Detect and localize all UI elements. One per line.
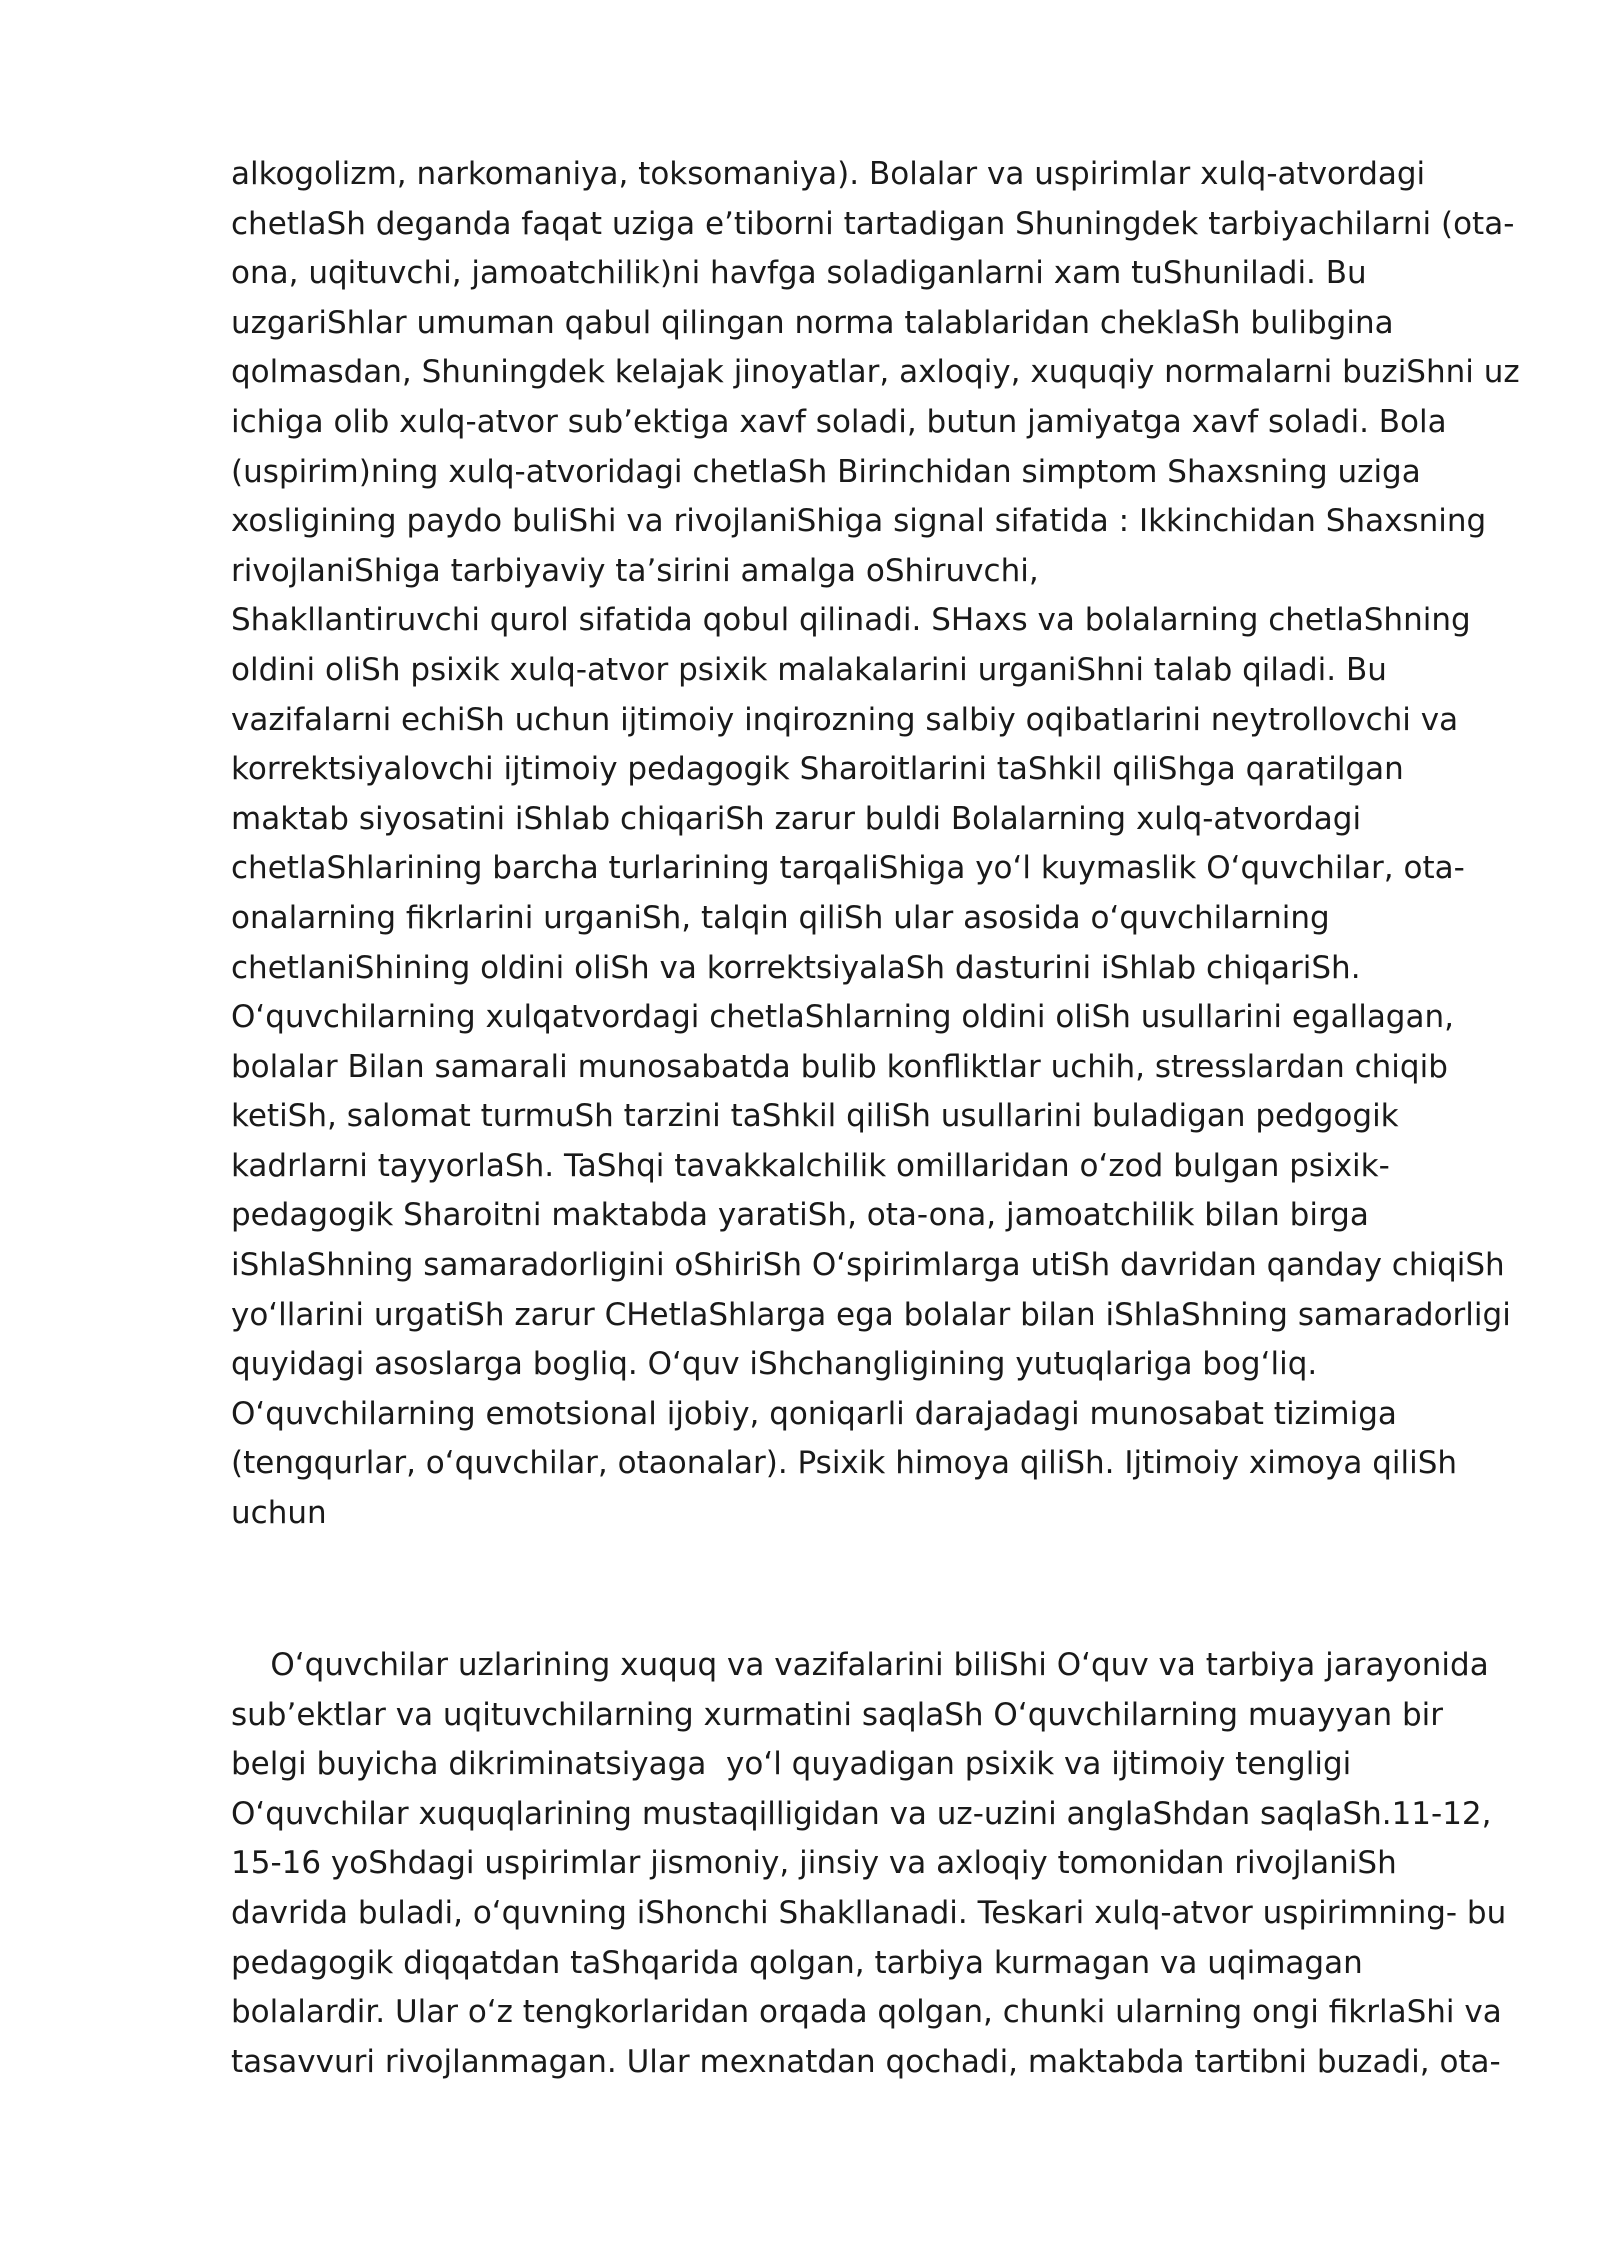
text-line: ketiSh, salomat turmuSh tarzini taShkil qiliSh usullarini buladigan pedgogik	[231, 1098, 1399, 1135]
text-line: ichiga olib xulq-atvor sub’ektiga xavf soladi, butun jamiyatga xavf soladi. Bola	[231, 403, 1447, 440]
text-line: davrida buladi, oʻquvning iShonchi Shakllanadi. Teskari xulq-atvor uspirimning- bu	[231, 1894, 1507, 1931]
text-line: Oʻquvchilar uzlarining xuquq va vazifalarini biliShi Oʻquv va tarbiya jarayonida	[231, 1647, 1489, 1683]
text-line: tasavvuri rivojlanmagan. Ular mexnatdan qochadi, maktabda tartibni buzadi, ota-	[231, 2043, 1501, 2080]
text-line: (tengqurlar, oʻquvchilar, otaonalar). Psixik himoya qiliSh. Ijtimoiy ximoya qiliSh	[231, 1445, 1458, 1482]
text-line: alkogolizm, narkomaniya, toksomaniya). Bolalar va uspirimlar xulq-atvordagi	[231, 156, 1426, 192]
text-line: Shakllantiruvchi qurol sifatida qobul qilinadi. SHaxs va bolalarning chetlaShning	[231, 602, 1471, 639]
text-line: chetlaShlarining barcha turlarining tarqaliShiga yoʻl kuymaslik Oʻquvchilar, ota-	[231, 850, 1465, 887]
text-line: vazifalarni echiSh uchun ijtimoiy inqirozning salbiy oqibatlarini neytrollovchi va	[231, 701, 1459, 738]
text-line: uchun	[231, 1495, 327, 1532]
text-line: chetlaniShining oldini oliSh va korrektsiyalaSh dasturini iShlab chiqariSh.	[231, 949, 1361, 986]
text-line: Oʻquvchilarning emotsional ijobiy, qoniqarli darajadagi munosabat tizimiga	[231, 1395, 1397, 1432]
text-line: quyidagi asoslarga bogliq. Oʻquv iShchangligining yutuqlariga bogʻliq.	[231, 1346, 1318, 1383]
text-line: bolalardir. Ular oʻz tengkorlaridan orqada qolgan, chunki ularning ongi fikrlaShi va	[231, 1994, 1502, 2031]
text-line: Oʻquvchilar xuquqlarining mustaqilligidan va uz-uzini anglaShdan saqlaSh.11-12,	[231, 1795, 1492, 1832]
text-line: xosligining paydo buliShi va rivojlaniShiga signal sifatida : Ikkinchidan Shaxsning	[231, 503, 1487, 540]
text-line: ona, uqituvchi, jamoatchilik)ni havfga soladiganlarni xam tuShuniladi. Bu	[231, 255, 1367, 292]
text-line: kadrlarni tayyorlaSh. TaShqi tavakkalchilik omillaridan oʻzod bulgan psixik-	[231, 1147, 1390, 1184]
paragraph-1	[231, 150, 1521, 1539]
text-line: uzgariShlar umuman qabul qilingan norma talablaridan cheklaSh bulibgina	[231, 304, 1394, 341]
text-line: bolalar Bilan samarali munosabatda bulib konfliktlar uchih, stresslardan chiqib	[231, 1048, 1448, 1085]
text-line: iShlaShning samaradorligini oShiriSh Oʻspirimlarga utiSh davridan qanday chiqiSh	[231, 1247, 1505, 1284]
text-line: onalarning fikrlarini urganiSh, talqin qiliSh ular asosida oʻquvchilarning	[231, 899, 1330, 936]
text-line: (uspirim)ning xulq-atvoridagi chetlaSh Birinchidan simptom Shaxsning uziga	[231, 453, 1421, 490]
text-line: rivojlaniShiga tarbiyaviy ta’sirini amalga oShiruvchi,	[231, 552, 1039, 589]
text-line: 15-16 yoShdagi uspirimlar jismoniy, jinsiy va axloqiy tomonidan rivojlaniSh	[231, 1845, 1397, 1882]
text-line: pedagogik Sharoitni maktabda yaratiSh, ota-ona, jamoatchilik bilan birga	[231, 1197, 1369, 1234]
text-line: korrektsiyalovchi ijtimoiy pedagogik Sharoitlarini taShkil qiliShga qaratilgan	[231, 751, 1404, 788]
paragraph-2	[231, 1641, 1521, 2087]
text-line: belgi buyicha dikriminatsiyaga yoʻl quyadigan psixik va ijtimoiy tengligi	[231, 1746, 1352, 1783]
text-line: pedagogik diqqatdan taShqarida qolgan, tarbiya kurmagan va uqimagan	[231, 1944, 1363, 1981]
text-line: maktab siyosatini iShlab chiqariSh zarur buldi Bolalarning xulq-atvordagi	[231, 800, 1362, 837]
text-line: yoʻllarini urgatiSh zarur CHetlaShlarga ega bolalar bilan iShlaShning samaradorligi	[231, 1296, 1511, 1333]
text-line: chetlaSh deganda faqat uziga e’tiborni tartadigan Shuningdek tarbiyachilarni (ota-	[231, 205, 1515, 242]
text-line: oldini oliSh psixik xulq-atvor psixik malakalarini urganiShni talab qiladi. Bu	[231, 651, 1387, 688]
text-line: qolmasdan, Shuningdek kelajak jinoyatlar, axloqiy, xuquqiy normalarni buziShni uz	[231, 354, 1520, 391]
text-line: Oʻquvchilarning xulqatvordagi chetlaShlarning oldini oliSh usullarini egallagan,	[231, 999, 1454, 1036]
text-line: sub’ektlar va uqituvchilarning xurmatini saqlaSh Oʻquvchilarning muayyan bir	[231, 1696, 1443, 1733]
